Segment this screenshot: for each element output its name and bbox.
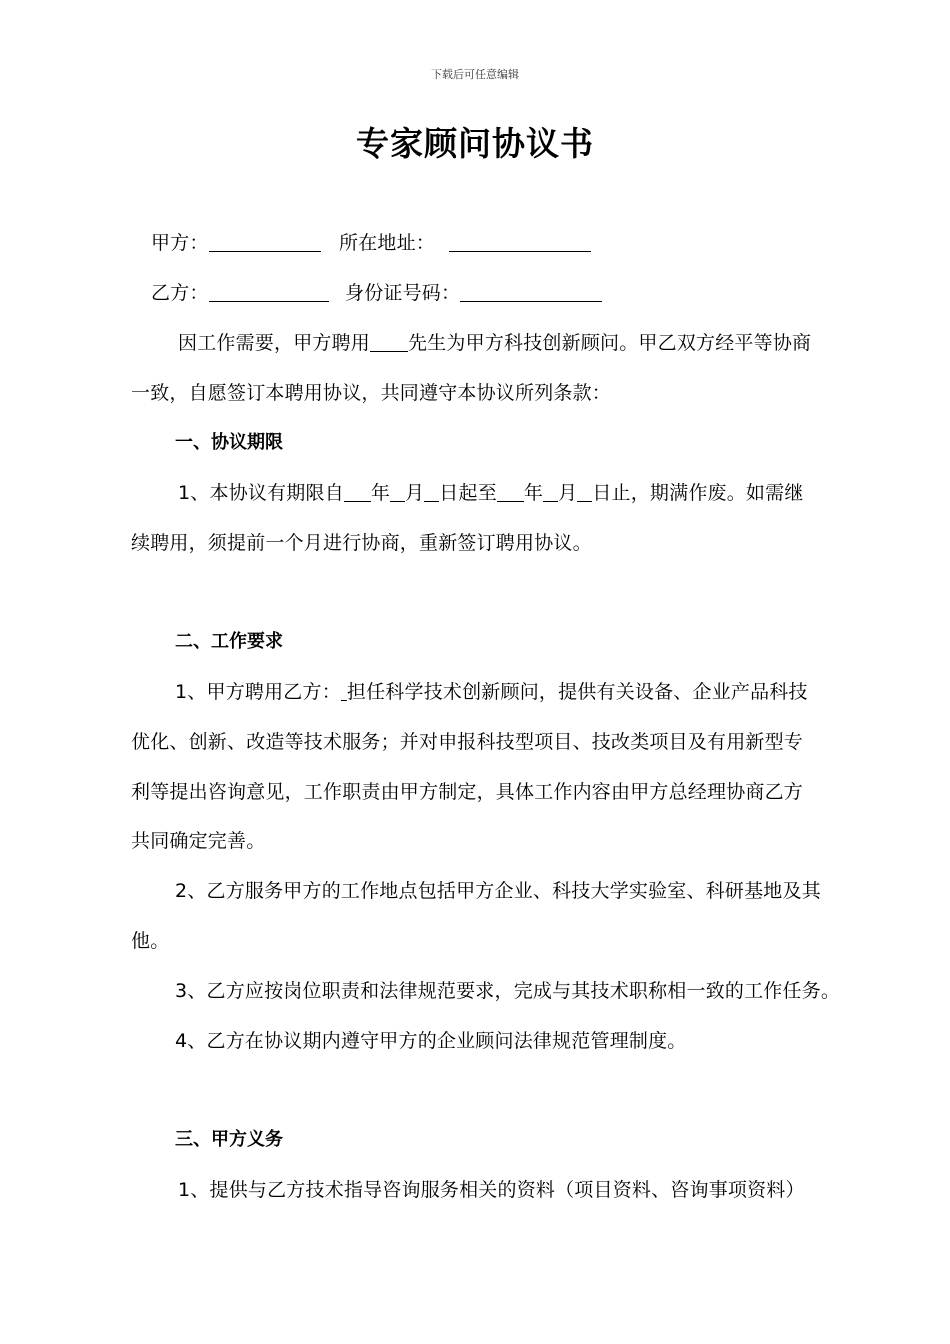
section-1-p1-line-1 [178, 478, 804, 505]
year-label: 年 [370, 482, 391, 504]
start-day-blank [424, 481, 439, 502]
end-month-blank [543, 481, 558, 502]
party-b-label: 乙方： [151, 282, 209, 304]
section-1-p1-line-2: 续聘用，须提前一个月进行协商，重新签订聘用协议。 [131, 532, 592, 554]
id-label: 身份证号码： [345, 282, 461, 304]
id-blank [460, 281, 602, 302]
section-2-p3: 3、乙方应按岗位职责和法律规范要求，完成与其技术职称相一致的工作任务。 [175, 980, 841, 1002]
intro-line-2: 一致，自愿签订本聘用协议，共同遵守本协议所列条款： [131, 382, 612, 404]
term-text: 1、本协议有期限自 [178, 482, 344, 504]
party-a-blank [209, 231, 321, 252]
header-note: 下载后可任意编辑 [431, 68, 519, 81]
section-2-p1-line-3: 利等提出咨询意见，工作职责由甲方制定，具体工作内容由甲方总经理协商乙方 [131, 781, 804, 803]
start-month-blank [390, 481, 405, 502]
intro-text-a: 因工作需要，甲方聘用 [178, 332, 371, 354]
section-1-heading: 一、协议期限 [175, 432, 283, 453]
id-line [345, 278, 602, 305]
year-label: 年 [523, 482, 544, 504]
section-2-heading: 二、工作要求 [175, 631, 283, 652]
end-year-blank [497, 481, 524, 502]
party-a-line [151, 228, 321, 255]
intro-text-b: 先生为甲方科技创新顾问。甲乙双方经平等协商 [408, 332, 812, 354]
section-3-p1: 1、提供与乙方技术指导咨询服务相关的资料（项目资料、咨询事项资料） [178, 1179, 805, 1201]
start-year-blank [344, 481, 371, 502]
section-3-heading: 三、甲方义务 [175, 1129, 283, 1150]
section-2-p1-line-1 [175, 677, 808, 704]
section-2-p2-line-1: 2、乙方服务甲方的工作地点包括甲方企业、科技大学实验室、科研基地及其 [175, 880, 821, 902]
section-2-p2-line-2: 他。 [131, 930, 170, 952]
end-day-blank [577, 481, 592, 502]
term-end-text: 日止，期满作废。如需继 [592, 482, 804, 504]
intro-line-1 [178, 328, 811, 355]
hire-role-text: 担任科学技术创新顾问，提供有关设备、企业产品科技 [346, 681, 808, 703]
address-blank [449, 231, 591, 252]
intro-name-blank [370, 331, 408, 352]
section-2-p1-line-2: 优化、创新、改造等技术服务；并对申报科技型项目、技改类项目及有用新型专 [131, 731, 804, 753]
document-title: 专家顾问协议书 [356, 124, 594, 163]
address-line [339, 228, 591, 255]
section-2-p4: 4、乙方在协议期内遵守甲方的企业顾问法律规范管理制度。 [175, 1030, 687, 1052]
party-b-blank [209, 281, 329, 302]
party-b-line [151, 278, 329, 305]
day-from-label: 日起至 [439, 482, 497, 504]
address-label: 所在地址： [339, 232, 436, 254]
month-label: 月 [405, 482, 425, 504]
hire-text: 1、甲方聘用乙方： [175, 681, 341, 703]
month-label: 月 [558, 482, 578, 504]
section-2-p1-line-4: 共同确定完善。 [131, 830, 266, 852]
party-a-label: 甲方： [151, 232, 209, 254]
